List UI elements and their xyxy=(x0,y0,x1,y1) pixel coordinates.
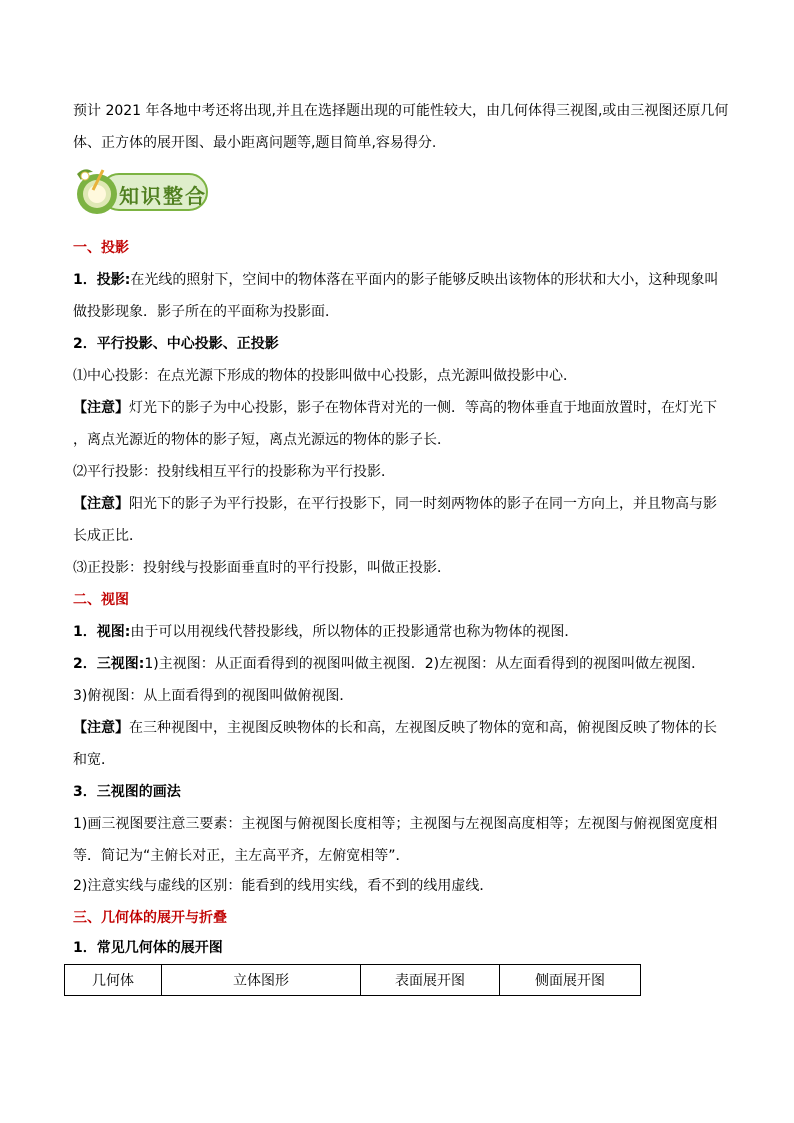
table-header-cell: 立体图形 xyxy=(162,965,361,996)
s2-p1-text: 由于可以用视线代替投影线，所以物体的正投影通常也称为物体的视图． xyxy=(130,624,579,640)
section-2-heading: 二、视图 xyxy=(73,592,129,608)
s1-note1-tag: 【注意】 xyxy=(73,400,129,416)
s2-p2-line2: 3)俯视图：从上面看得到的视图叫做俯视图． xyxy=(73,688,354,704)
s2-r2: 2)注意实线与虚线的区别：能看到的线用实线，看不到的线用虚线． xyxy=(73,878,494,894)
intro-line-1: 预计 2021 年各地中考还将出现,并且在选择题出现的可能性较大，由几何体得三视图,或由三视图还原几何 xyxy=(73,103,729,119)
table-header-cell: 几何体 xyxy=(65,965,162,996)
s2-r1-line1: 1)画三视图要注意三要素：主视图与俯视图长度相等；主视图与左视图高度相等；左视图与俯视图宽度相 xyxy=(73,816,718,832)
s2-p2-label: 2．三视图: xyxy=(73,656,145,672)
s1-c1: ⑴中心投影：在点光源下形成的物体的投影叫做中心投影，点光源叫做投影中心． xyxy=(73,368,577,384)
s1-p1-text: 在光线的照射下，空间中的物体落在平面内的影子能够反映出该物体的形状和大小，这种现象叫 xyxy=(130,272,719,288)
s2-note-tag: 【注意】 xyxy=(73,720,129,736)
table-header-row xyxy=(65,965,641,996)
section-3-heading: 三、几何体的展开与折叠 xyxy=(73,910,227,926)
table-header-cell: 侧面展开图 xyxy=(500,965,641,996)
s1-p2-heading: 2．平行投影、中心投影、正投影 xyxy=(73,336,279,352)
s1-c2: ⑵平行投影：投射线相互平行的投影称为平行投影． xyxy=(73,464,395,480)
s2-note-line2: 和宽． xyxy=(73,752,115,768)
s1-note2 xyxy=(73,494,717,514)
s2-r1-line2: 等．简记为“主俯长对正，主左高平齐，左俯宽相等”． xyxy=(73,848,410,864)
s1-note1-line2: ，离点光源近的物体的影子短，离点光源远的物体的影子长． xyxy=(73,432,451,448)
s2-p2 xyxy=(73,654,705,674)
s1-p1-label: 1．投影: xyxy=(73,272,131,288)
s1-note2-tag: 【注意】 xyxy=(73,496,129,512)
s1-note2-line2: 长成正比． xyxy=(73,528,143,544)
geometry-table xyxy=(64,964,641,996)
s2-p1 xyxy=(73,622,578,642)
s2-p1-label: 1．视图: xyxy=(73,624,131,640)
table-header-cell: 表面展开图 xyxy=(361,965,500,996)
intro-line-2: 体、正方体的展开图、最小距离问题等,题目简单,容易得分. xyxy=(73,135,437,151)
s1-note1 xyxy=(73,398,717,418)
s2-note-line1: 在三种视图中，主视图反映物体的长和高，左视图反映了物体的宽和高，俯视图反映了物体的长 xyxy=(129,720,717,736)
knowledge-badge xyxy=(73,160,213,220)
section-1-heading: 一、投影 xyxy=(73,240,129,256)
s2-p2-text: 1)主视图：从正面看得到的视图叫做主视图．2)左视图：从左面看得到的视图叫做左视图． xyxy=(144,656,706,672)
badge-label: 知识整合 xyxy=(119,184,207,208)
s1-p1-line2: 做投影现象．影子所在的平面称为投影面． xyxy=(73,304,339,320)
s2-p3-heading: 3．三视图的画法 xyxy=(73,784,181,800)
s1-p1 xyxy=(73,270,718,290)
s1-c3: ⑶正投影：投射线与投影面垂直时的平行投影，叫做正投影． xyxy=(73,560,451,576)
s2-note xyxy=(73,718,717,738)
s1-note1-line1: 灯光下的影子为中心投影，影子在物体背对光的一侧．等高的物体垂直于地面放置时，在灯光下 xyxy=(129,400,717,416)
s3-p1-heading: 1．常见几何体的展开图 xyxy=(73,940,223,956)
s1-note2-line1: 阳光下的影子为平行投影，在平行投影下，同一时刻两物体的影子在同一方向上，并且物高与影 xyxy=(129,496,717,512)
